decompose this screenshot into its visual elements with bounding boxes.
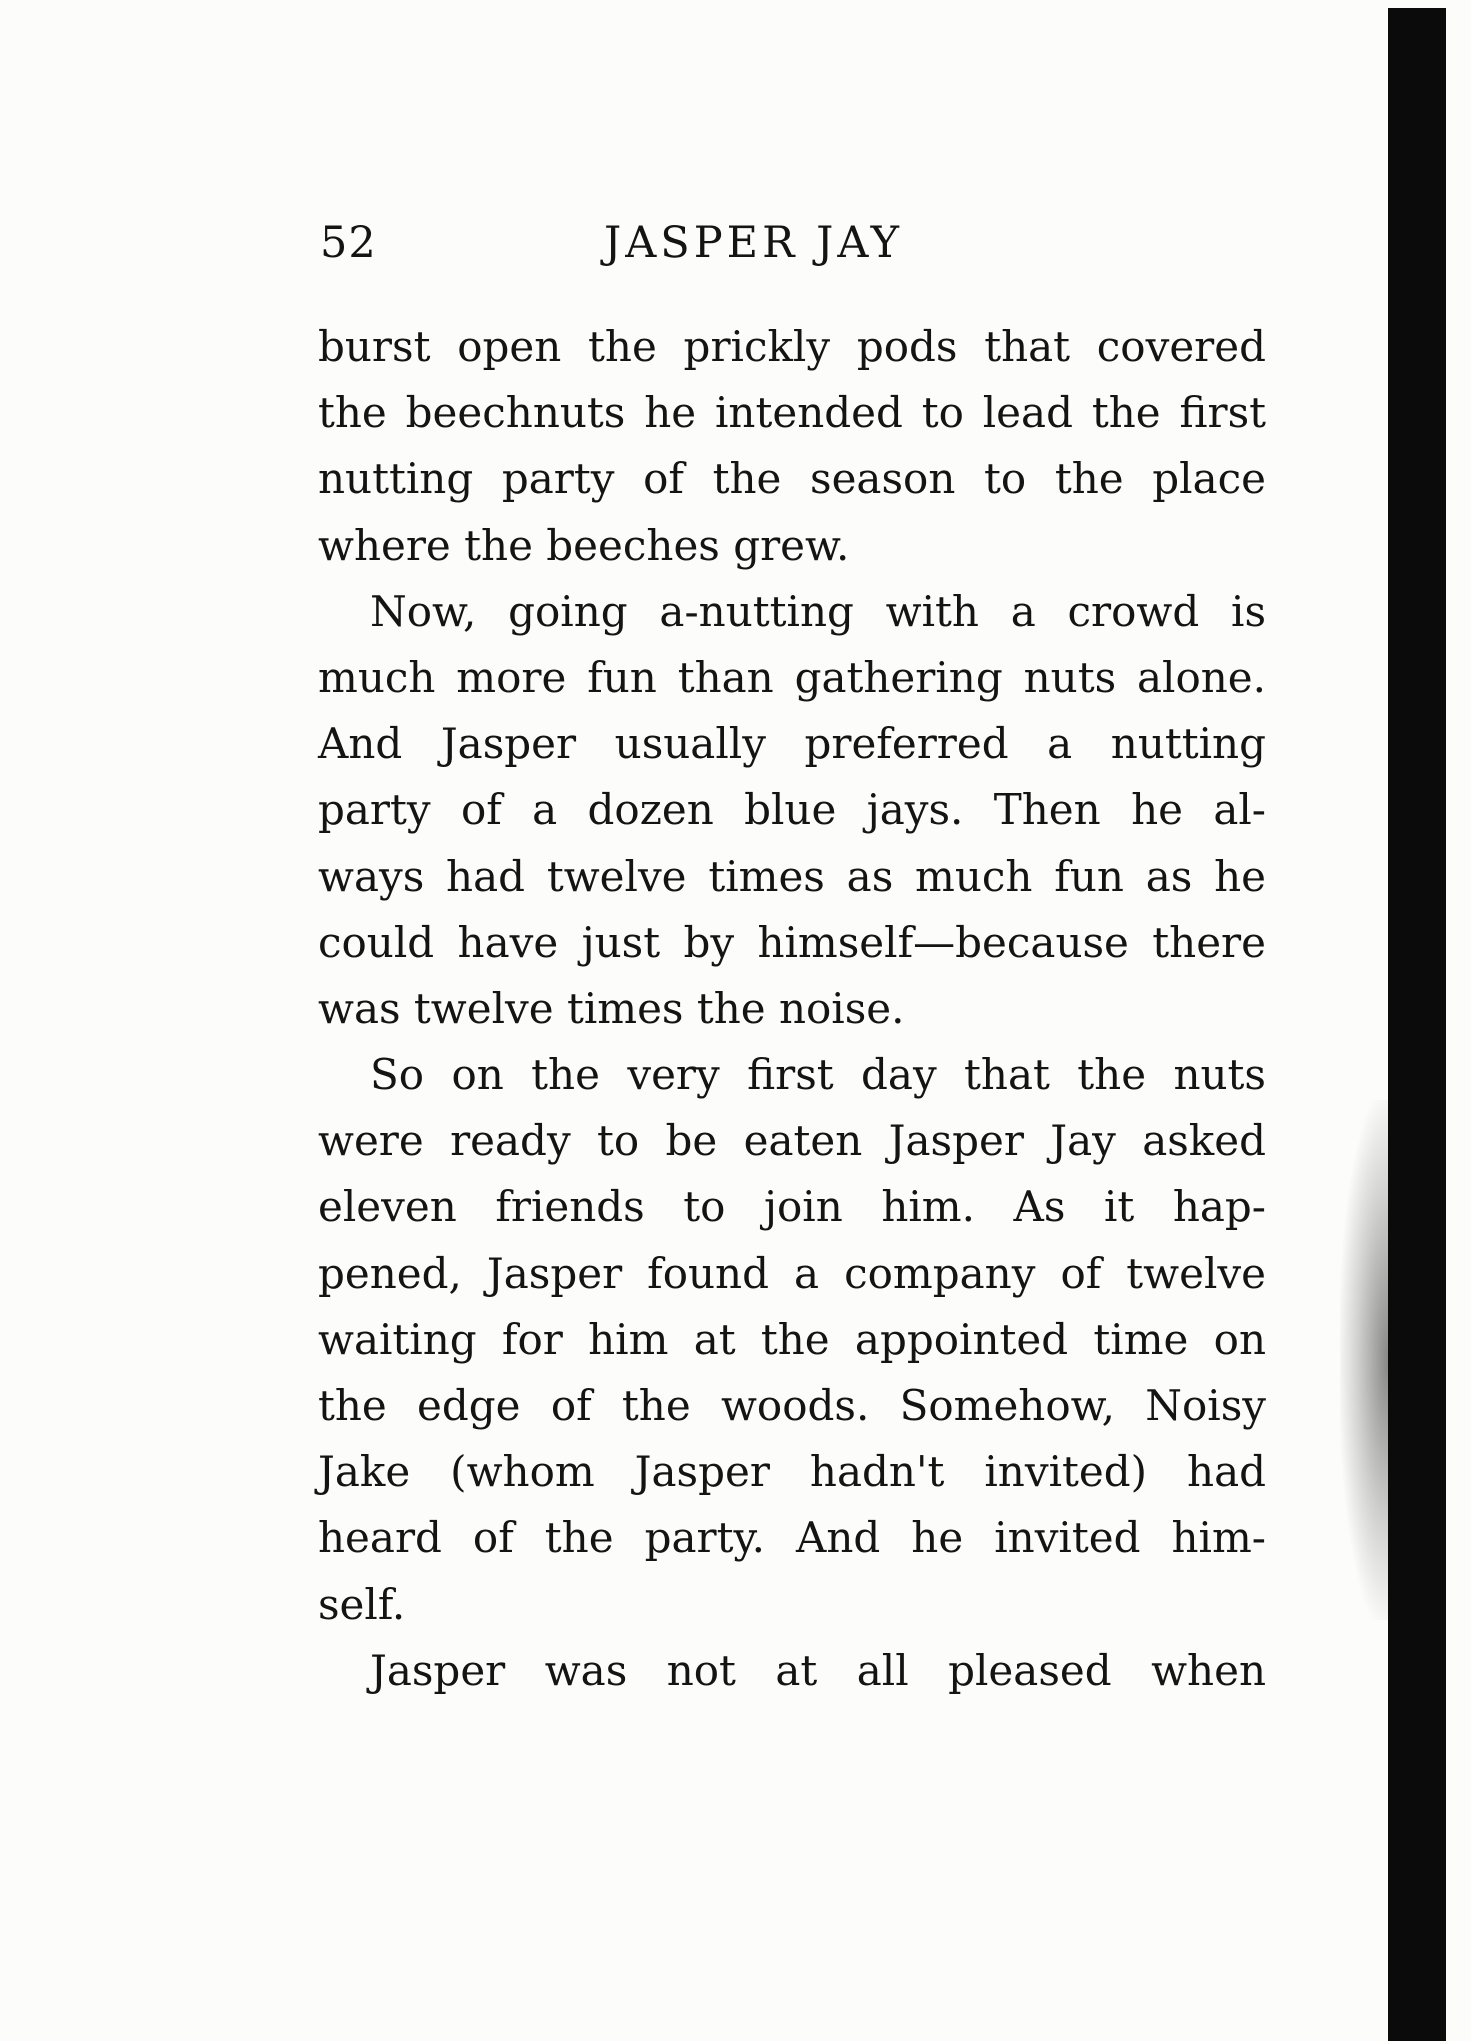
text-line: the beechnuts he intended to lead the first (318, 388, 1266, 438)
text-line: party of a dozen blue jays. Then he al- (318, 785, 1266, 835)
running-title: JASPER JAY (604, 218, 904, 268)
text-line: waiting for him at the appointed time on (318, 1314, 1266, 1364)
text-line: nutting party of the season to the place (318, 454, 1266, 504)
text-line: So on the very first day that the nuts (370, 1050, 1266, 1100)
running-head (320, 218, 1270, 278)
text-line: could have just by himself—because there (318, 917, 1266, 967)
text-line: were ready to be eaten Jasper Jay asked (318, 1116, 1266, 1166)
text-line: Jake (whom Jasper hadn't invited) had (318, 1447, 1266, 1497)
text-line: ways had twelve times as much fun as he (318, 851, 1266, 901)
text-line: where the beeches grew. (318, 520, 850, 570)
body-text (318, 314, 1266, 1704)
text-line: Now, going a-nutting with a crowd is (370, 586, 1266, 636)
binding-edge (1388, 8, 1446, 2041)
text-line: much more fun than gathering nuts alone. (318, 652, 1266, 702)
text-line: burst open the prickly pods that covered (318, 322, 1266, 371)
text-line: was twelve times the noise. (318, 983, 905, 1033)
text-line: And Jasper usually preferred a nutting (318, 719, 1266, 769)
text-line: heard of the party. And he invited him- (318, 1513, 1266, 1563)
text-line: the edge of the woods. Somehow, Noisy (318, 1381, 1266, 1430)
text-line: self. (318, 1579, 406, 1629)
text-line: pened, Jasper found a company of twelve (318, 1248, 1266, 1298)
page-number: 52 (320, 218, 377, 268)
text-line: Jasper was not at all pleased when (370, 1645, 1266, 1695)
text-line: eleven friends to join him. As it hap- (318, 1182, 1266, 1232)
